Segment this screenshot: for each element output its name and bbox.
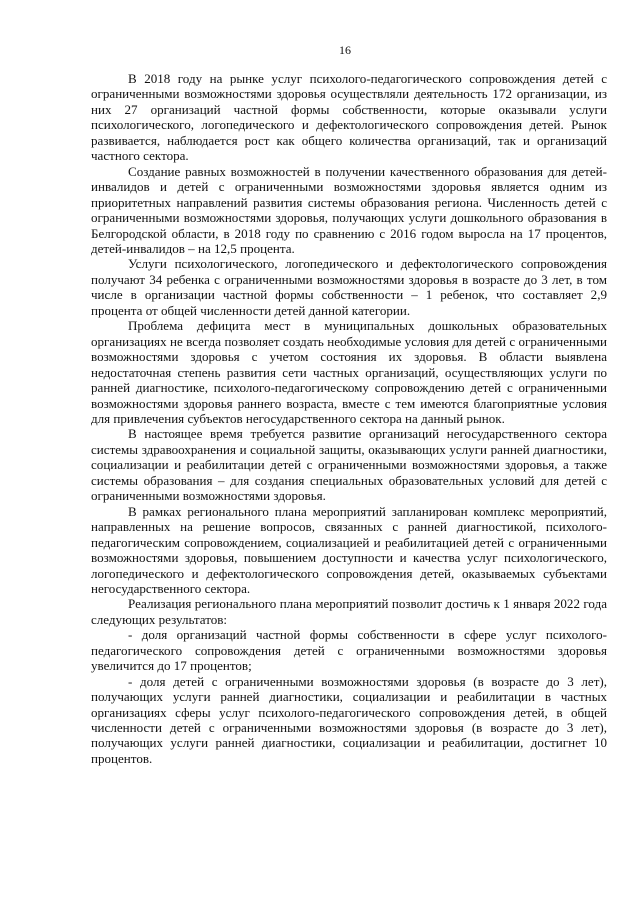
paragraph-services-received: Услуги психологического, логопедического и дефектологического сопровождения получают 34 ребенка с ограниченными возможностями здоровья в возрасте до 3 лет, в том числе в организации частной формы собственности – 1 ребенок, что составляет 2,9 процента от общей численности детей данной категории. — [91, 256, 607, 318]
paragraph-plan-results-intro: Реализация регионального плана мероприятий позволит достичь к 1 января 2022 года следующих результатов: — [91, 596, 607, 627]
list-item-children-share: - доля детей с ограниченными возможностями здоровья (в возрасте до 3 лет), получающих услуги ранней диагностики, социализации и реабилитации в частных организациях сферы услуг психолого-педагогического сопровождения детей, в общей численности детей с ограниченными возможностями здоровья (в возрасте до 3 лет), получающих услуги ранней диагностики, социализации и реабилитации, достигнет 10 процентов. — [91, 673, 607, 766]
paragraph-development-needed: В настоящее время требуется развитие организаций негосударственного сектора системы здравоохранения и социальной защиты, оказывающих услуги ранней диагностики, социализации и реабилитации детей с ограниченными возможностями здоровья, а также системы образования – для создания специальных образовательных условий для детей с ограниченными возможностями здоровья. — [91, 426, 607, 504]
page-number: 16 — [339, 43, 351, 57]
paragraph-market-overview: В 2018 году на рынке услуг психолого-педагогического сопровождения детей с ограниченными возможностями здоровья осуществляли деятельность 172 организации, из них 27 организаций частной формы собственности, которые оказывали услуги психологического, логопедического и дефектологического сопровождения детей. Рынок развивается, наблюдается рост как общего количества организаций, так и организаций частного сектора. — [91, 71, 607, 164]
list-item-private-share: - доля организаций частной формы собственности в сфере услуг психолого-педагогического сопровождения детей с ограниченными возможностями здоровья увеличится до 17 процентов; — [91, 627, 607, 674]
paragraph-deficit-problem: Проблема дефицита мест в муниципальных дошкольных образовательных организациях не всегда позволяет создать необходимые условия для детей с ограниченными возможностями здоровья с учетом состояния их здоровья. В области выявлена недостаточная степень развития сети частных организаций, осуществляющих услуги по ранней диагностике, психолого-педагогическому сопровождению детей с ограниченными возможностями здоровья раннего возраста, вместе с тем имеются благоприятные условия для привлечения субъектов негосударственного сектора на данный рынок. — [91, 318, 607, 426]
paragraph-regional-plan: В рамках регионального плана мероприятий запланирован комплекс мероприятий, направленных на решение вопросов, связанных с ранней диагностикой, психолого-педагогическим сопровождением, социализацией и реабилитацией детей с ограниченными возможностями здоровья, повышением доступности и качества услуг психологического, логопедического и дефектологического сопровождения детей, оказываемых субъектами негосударственного сектора. — [91, 503, 607, 596]
paragraph-equal-opportunities: Создание равных возможностей в получении качественного образования для детей-инвалидов и детей с ограниченными возможностями здоровья является одним из приоритетных направлений развития системы образования региона. Численность детей с ограниченными возможностями здоровья, получающих услуги дошкольного образования в Белгородской области, в 2018 году по сравнению с 2016 годом выросла на 17 процентов, детей-инвалидов – на 12,5 процента. — [91, 163, 607, 256]
